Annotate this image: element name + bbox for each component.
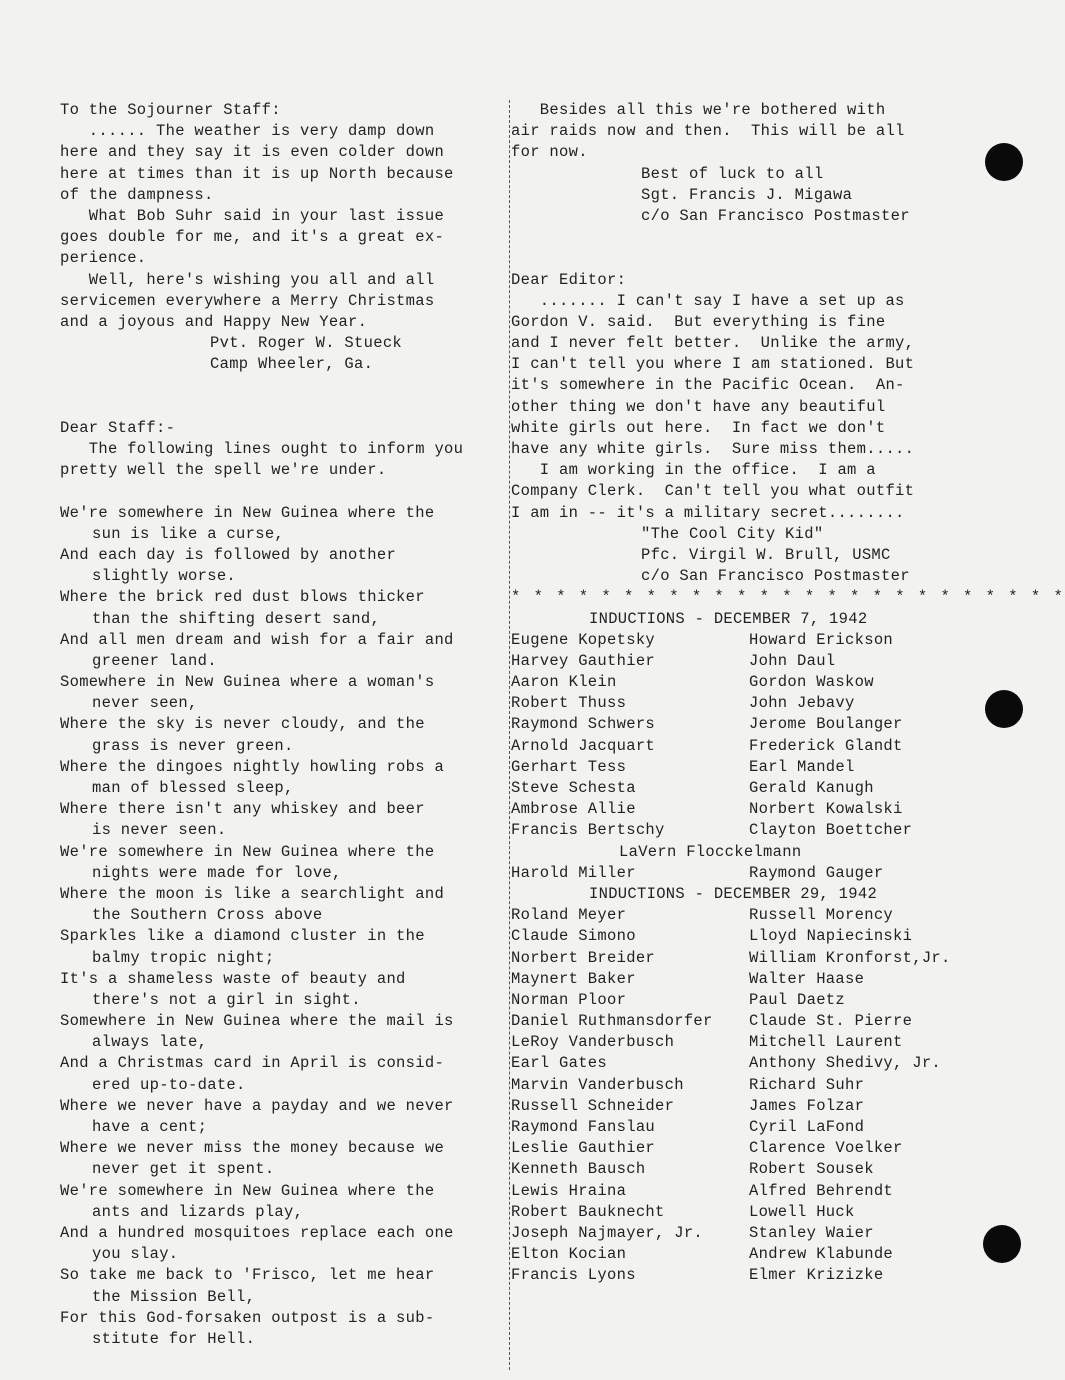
inductee-name: Aaron Klein (511, 673, 617, 692)
inductee-name: Arnold Jacquart (511, 736, 656, 755)
letter-line: perience. (60, 249, 147, 268)
inductee-name: James Folzar (749, 1096, 865, 1115)
inductee-name: Francis Lyons (511, 1266, 636, 1285)
letter-line: and a joyous and Happy New Year. (60, 312, 368, 331)
poem-line: It's a shameless waste of beauty and (60, 969, 406, 988)
inductee-name: Marvin Vanderbusch (511, 1075, 684, 1094)
poem-line: ered up-to-date. (92, 1075, 246, 1094)
poem-line: never get it spent. (92, 1160, 275, 1179)
letter-line: The following lines ought to inform you (60, 440, 464, 458)
inductee-name: Ambrose Allie (511, 800, 636, 819)
inductee-name: John Daul (749, 651, 836, 670)
letter-line: other thing we don't have any beautiful (511, 397, 886, 416)
inductee-row (511, 651, 991, 672)
letter-line: have any white girls. Sure miss them..... (511, 440, 915, 458)
inductee-name: Lowell Huck (749, 1202, 855, 1221)
poem-line: Where we never miss the money because we (60, 1139, 445, 1158)
signature-line: "The Cool City Kid" (641, 524, 824, 543)
poem-line: the Mission Bell, (92, 1287, 256, 1306)
poem-line: Somewhere in New Guinea where a woman's (60, 673, 435, 692)
letter-line: air raids now and then. This will be all (511, 122, 905, 141)
inductee-name: Harvey Gauthier (511, 651, 656, 670)
inductee-name: Walter Haase (749, 969, 865, 988)
poem-line: balmy tropic night; (92, 948, 275, 967)
signature-line: Camp Wheeler, Ga. (210, 355, 374, 374)
inductee-row (511, 799, 991, 820)
inductee-name: Paul Daetz (749, 990, 846, 1009)
inductee-row (511, 1053, 991, 1074)
inductee-name: William Kronforst,Jr. (749, 948, 951, 967)
inductee-name: Gerald Kanugh (749, 779, 874, 797)
letter-stueck-signature (60, 333, 508, 375)
inductee-name: Earl Gates (511, 1054, 608, 1073)
inductee-row (511, 757, 991, 778)
letter-new-guinea-intro (60, 418, 508, 482)
poem-line: And a hundred mosquitoes replace each one (60, 1223, 454, 1242)
inductee-name: Steve Schesta (511, 779, 636, 797)
inductee-name: Jerome Boulanger (749, 715, 903, 734)
inductee-name: Howard Erickson (749, 630, 894, 649)
inductee-row (511, 926, 991, 947)
inductee-row (511, 990, 991, 1011)
inductee-name: Francis Bertschy (511, 821, 665, 840)
poem-line: the Southern Cross above (92, 906, 323, 925)
signature-line: c/o San Francisco Postmaster (641, 567, 910, 586)
inductee-name: Richard Suhr (749, 1075, 865, 1094)
poem-line: nights were made for love, (92, 863, 342, 882)
inductee-name: Clarence Voelker (749, 1139, 903, 1158)
inductions-dec-29-heading: INDUCTIONS - DECEMBER 29, 1942 (589, 884, 878, 903)
inductee-row (511, 1117, 991, 1138)
right-column (511, 100, 1065, 1287)
letter-line: here at times than it is up North because (60, 164, 454, 183)
poem-line: grass is never green. (92, 736, 294, 755)
poem-line: We're somewhere in New Guinea where the (60, 1181, 435, 1200)
inductee-name: Elton Kocian (511, 1245, 627, 1264)
signature-line: Pvt. Roger W. Stueck (210, 334, 403, 353)
poem-line: Sparkles like a diamond cluster in the (60, 927, 425, 946)
inductee-row (511, 778, 991, 799)
inductee-name: Frederick Glandt (749, 736, 903, 755)
inductee-row (511, 693, 991, 714)
inductee-name: Leslie Gauthier (511, 1139, 656, 1158)
letter-line: To the Sojourner Staff: (60, 101, 281, 119)
poem-line: have a cent; (92, 1118, 208, 1136)
inductee-name: Lewis Hraina (511, 1181, 627, 1200)
inductee-name: Clayton Boettcher (749, 821, 913, 840)
inductee-name: Elmer Krizizke (749, 1266, 884, 1285)
letter-line: Besides all this we're bothered with (511, 101, 886, 119)
letter-line: servicemen everywhere a Merry Christmas (60, 291, 435, 310)
inductee-name: Claude St. Pierre (749, 1012, 913, 1031)
inductee-name: Earl Mandel (749, 757, 855, 776)
poem-line: Where the moon is like a searchlight and (60, 884, 445, 903)
inductee-name: Andrew Klabunde (749, 1245, 894, 1264)
letter-brull (511, 270, 991, 524)
poem-line: Where there isn't any whiskey and beer (60, 800, 425, 819)
letter-stueck (60, 100, 508, 333)
letter-line: Gordon V. said. But everything is fine (511, 312, 886, 331)
inductee-row (511, 1244, 991, 1265)
poem-line: Where the dingoes nightly howling robs a (60, 757, 445, 776)
inductee-row (511, 1181, 991, 1202)
poem-line: We're somewhere in New Guinea where the (60, 842, 435, 861)
signature-line: c/o San Francisco Postmaster (641, 206, 910, 225)
poem-line: you slay. (92, 1245, 179, 1264)
inductee-name: Daniel Ruthmansdorfer (511, 1012, 713, 1031)
inductee-name: Robert Bauknecht (511, 1202, 665, 1221)
star-separator: * * * * * * * * * * * * * * * * * * * * * * * * * (511, 588, 1065, 607)
inductee-name: Gordon Waskow (749, 673, 874, 692)
letter-line: here and they say it is even colder down (60, 143, 445, 162)
signature-line: Best of luck to all (641, 164, 824, 183)
poem-line: And each day is followed by another (60, 545, 397, 564)
inductee-row (511, 1265, 991, 1286)
column-divider (509, 100, 510, 1370)
inductee-row (511, 1011, 991, 1032)
letter-line: I am in -- it's a military secret........ (511, 503, 905, 522)
inductee-row (511, 736, 991, 757)
inductee-row (511, 1075, 991, 1096)
poem-line: greener land. (92, 651, 217, 670)
poem-line: there's not a girl in sight. (92, 990, 361, 1009)
letter-line: of the dampness. (60, 185, 214, 204)
poem-line: is never seen. (92, 821, 227, 840)
letter-line: Well, here's wishing you all and all (60, 270, 435, 289)
letter-line: goes double for me, and it's a great ex- (60, 228, 445, 247)
inductee-row (511, 863, 991, 884)
inductee-row (511, 948, 991, 969)
poem-line: So take me back to 'Frisco, let me hear (60, 1266, 435, 1285)
signature-line: Pfc. Virgil W. Brull, USMC (641, 545, 891, 564)
poem-line: man of blessed sleep, (92, 779, 294, 797)
inductee-row (511, 714, 991, 735)
poem-line: Where we never have a payday and we never (60, 1096, 454, 1115)
inductee-name: Maynert Baker (511, 969, 636, 988)
inductee-name: Raymond Gauger (749, 863, 884, 882)
letter-line: What Bob Suhr said in your last issue (60, 206, 445, 225)
poem-line: We're somewhere in New Guinea where the (60, 503, 435, 522)
poem-line: sun is like a curse, (92, 524, 285, 543)
poem-line: stitute for Hell. (92, 1329, 256, 1348)
poem-line: Where the brick red dust blows thicker (60, 588, 425, 607)
poem-line: ants and lizards play, (92, 1202, 304, 1221)
poem-line: than the shifting desert sand, (92, 609, 381, 628)
inductions-dec-29 (511, 884, 991, 1287)
inductee-row (511, 672, 991, 693)
letter-line: and I never felt better. Unlike the army, (511, 334, 915, 353)
letter-migawa-signature (511, 164, 991, 228)
inductions-dec-7-heading: INDUCTIONS - DECEMBER 7, 1942 (589, 609, 868, 628)
letter-line: Dear Staff:- (60, 418, 176, 437)
inductee-name: Raymond Schwers (511, 715, 656, 734)
letter-brull-signature (511, 524, 991, 588)
signature-line: Sgt. Francis J. Migawa (641, 185, 853, 204)
inductee-name: Lloyd Napiecinski (749, 927, 913, 946)
poem-line: Somewhere in New Guinea where the mail is (60, 1012, 454, 1031)
inductee-row (511, 1096, 991, 1117)
inductee-name: Russell Schneider (511, 1096, 675, 1115)
inductee-name: Kenneth Bausch (511, 1160, 646, 1179)
letter-line: Dear Editor: (511, 270, 627, 289)
inductee-row (511, 1159, 991, 1180)
inductee-name: LeRoy Vanderbusch (511, 1033, 675, 1052)
inductee-name: Robert Thuss (511, 694, 627, 713)
inductee-name: Roland Meyer (511, 906, 627, 925)
left-column (60, 100, 508, 1350)
inductee-name-centered: LaVern Flocckelmann (619, 842, 802, 861)
letter-line: ....... I can't say I have a set up as (511, 291, 905, 310)
inductee-row (511, 905, 991, 926)
inductee-name: Eugene Kopetsky (511, 630, 656, 649)
inductee-name: Anthony Shedivy, Jr. (749, 1054, 942, 1073)
new-guinea-poem (60, 503, 508, 1351)
inductee-name: John Jebavy (749, 694, 855, 713)
inductee-name: Mitchell Laurent (749, 1033, 903, 1052)
letter-line: ...... The weather is very damp down (60, 122, 435, 141)
poem-line: And a Christmas card in April is consid- (60, 1054, 445, 1073)
inductee-name: Gerhart Tess (511, 757, 627, 776)
letter-line: pretty well the spell we're under. (60, 461, 387, 480)
inductee-row (511, 1223, 991, 1244)
inductee-name: Norbert Kowalski (749, 800, 903, 819)
inductee-name: Cyril LaFond (749, 1118, 865, 1136)
inductee-name: Norbert Breider (511, 948, 656, 967)
inductee-name: Norman Ploor (511, 990, 627, 1009)
inductee-row (511, 820, 991, 841)
letter-line: it's somewhere in the Pacific Ocean. An- (511, 376, 905, 395)
poem-line: slightly worse. (92, 567, 237, 586)
inductee-name: Stanley Waier (749, 1223, 874, 1242)
inductee-row (511, 1032, 991, 1053)
letter-line: white girls out here. In fact we don't (511, 418, 886, 437)
inductee-name: Russell Morency (749, 906, 894, 925)
poem-line: Where the sky is never cloudy, and the (60, 715, 425, 734)
inductee-row (511, 1138, 991, 1159)
letter-line: Company Clerk. Can't tell you what outfit (511, 482, 915, 501)
poem-line: For this God-forsaken outpost is a sub- (60, 1308, 435, 1327)
inductee-name: Harold Miller (511, 863, 636, 882)
inductee-name: Robert Sousek (749, 1160, 874, 1179)
letter-line: I can't tell you where I am stationed. But (511, 355, 915, 374)
inductee-name: Alfred Behrendt (749, 1181, 894, 1200)
poem-line: never seen, (92, 694, 198, 713)
letter-line: I am working in the office. I am a (511, 461, 876, 480)
inductee-name: Joseph Najmayer, Jr. (511, 1223, 704, 1242)
inductions-dec-7 (511, 609, 991, 884)
poem-line: always late, (92, 1033, 208, 1052)
letter-migawa-continued (511, 100, 991, 164)
inductee-row (511, 1202, 991, 1223)
letter-line: for now. (511, 143, 588, 162)
inductee-row (511, 630, 991, 651)
inductee-row (511, 969, 991, 990)
inductee-name: Raymond Fanslau (511, 1118, 656, 1136)
inductee-name: Claude Simono (511, 927, 636, 946)
poem-line: And all men dream and wish for a fair and (60, 630, 454, 649)
